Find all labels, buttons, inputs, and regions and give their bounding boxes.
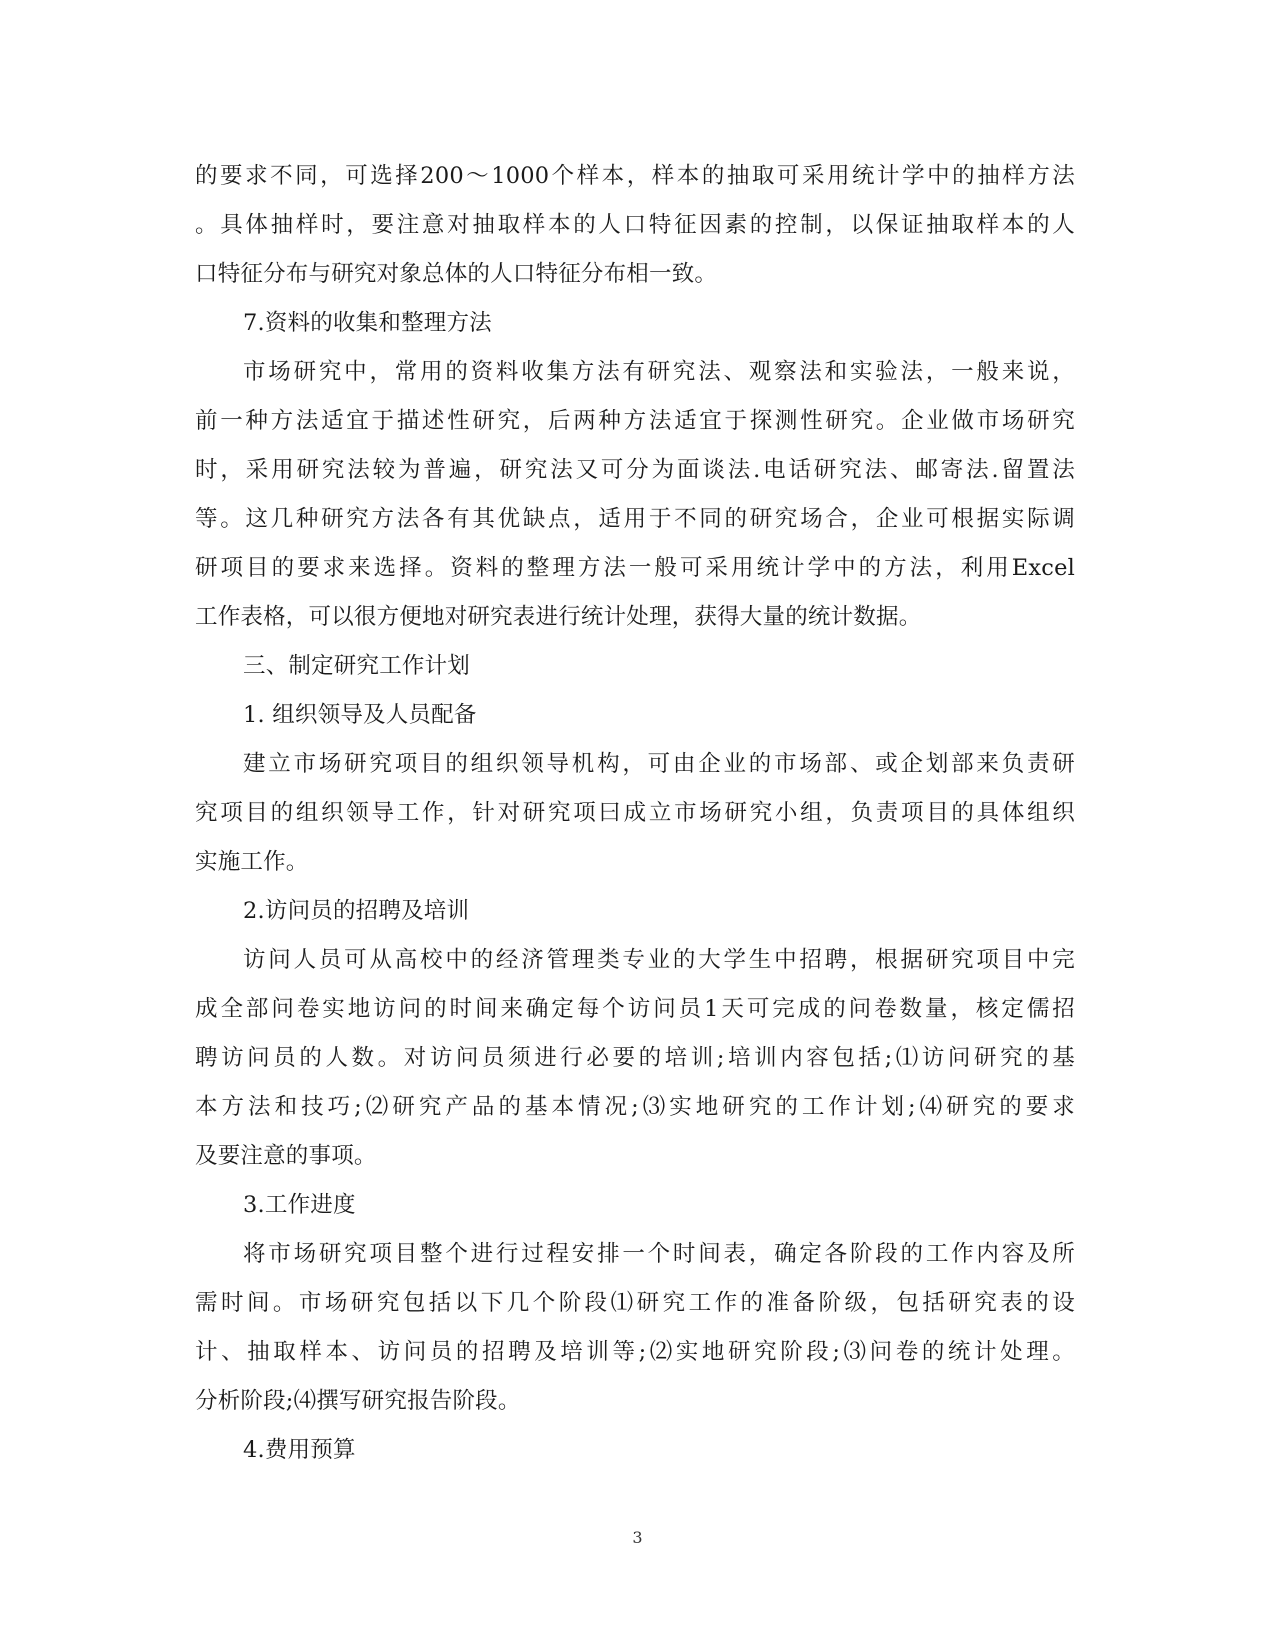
section-heading: 三、制定研究工作计划: [243, 653, 471, 679]
page-number: 3: [632, 1528, 643, 1547]
text-line: 工作表格，可以很方便地对研究表进行统计处理，获得大量的统计数据。: [195, 604, 922, 630]
text-line: 等。这几种研究方法各有其优缺点，适用于不同的研究场合，企业可根据实际调: [195, 506, 1075, 532]
text-line: 本方法和技巧;⑵研究产品的基本情况;⑶实地研究的工作计划;⑷研究的要求: [195, 1094, 1075, 1120]
text-line: 实施工作。: [195, 849, 309, 875]
body-text: [195, 152, 1075, 1475]
text-line: 研项目的要求来选择。资料的整理方法一般可采用统计学中的方法，利用Excel: [195, 555, 1075, 581]
section-heading: 1. 组织领导及人员配备: [243, 702, 477, 728]
text-line: 时，采用研究法较为普遍，研究法又可分为面谈法.电话研究法、邮寄法.留置法: [195, 457, 1075, 483]
text-line: 市场研究中，常用的资料收集方法有研究法、观察法和实验法，一般来说，: [243, 359, 1075, 385]
text-line: 建立市场研究项目的组织领导机构，可由企业的市场部、或企划部来负责研: [243, 751, 1075, 777]
text-line: 将市场研究项目整个进行过程安排一个时间表，确定各阶段的工作内容及所: [243, 1241, 1075, 1267]
text-line: 及要注意的事项。: [195, 1143, 377, 1169]
section-heading: 2.访问员的招聘及培训: [243, 898, 470, 924]
text-line: 究项目的组织领导工作，针对研究项曰成立市场研究小组，负责项目的具体组织: [195, 800, 1075, 826]
section-heading: 7.资料的收集和整理方法: [243, 310, 492, 336]
text-line: 成全部问卷实地访问的时间来确定每个访问员1天可完成的问卷数量，核定儒招: [195, 996, 1075, 1022]
section-heading: 3.工作进度: [243, 1192, 356, 1218]
section-heading: 4.费用预算: [243, 1437, 356, 1463]
text-line: 口特征分布与研究对象总体的人口特征分布相一致。: [195, 261, 718, 287]
text-line: 。具体抽样时，要注意对抽取样本的人口特征因素的控制，以保证抽取样本的人: [195, 212, 1075, 238]
text-line: 访问人员可从高校中的经济管理类专业的大学生中招聘，根据研究项目中完: [243, 947, 1075, 973]
text-line: 聘访问员的人数。对访问员须进行必要的培训;培训内容包括;⑴访问研究的基: [195, 1045, 1075, 1071]
text-line: 分析阶段;⑷撰写研究报告阶段。: [195, 1388, 521, 1414]
text-line: 的要求不同，可选择200～1000个样本，样本的抽取可采用统计学中的抽样方法: [195, 163, 1075, 189]
text-line: 需时间。市场研究包括以下几个阶段⑴研究工作的准备阶级，包括研究表的设: [195, 1290, 1075, 1316]
text-line: 前一种方法适宜于描述性研究，后两种方法适宜于探测性研究。企业做市场研究: [195, 408, 1075, 434]
text-line: 计、抽取样本、访问员的招聘及培训等;⑵实地研究阶段;⑶问卷的统计处理。: [195, 1339, 1075, 1365]
